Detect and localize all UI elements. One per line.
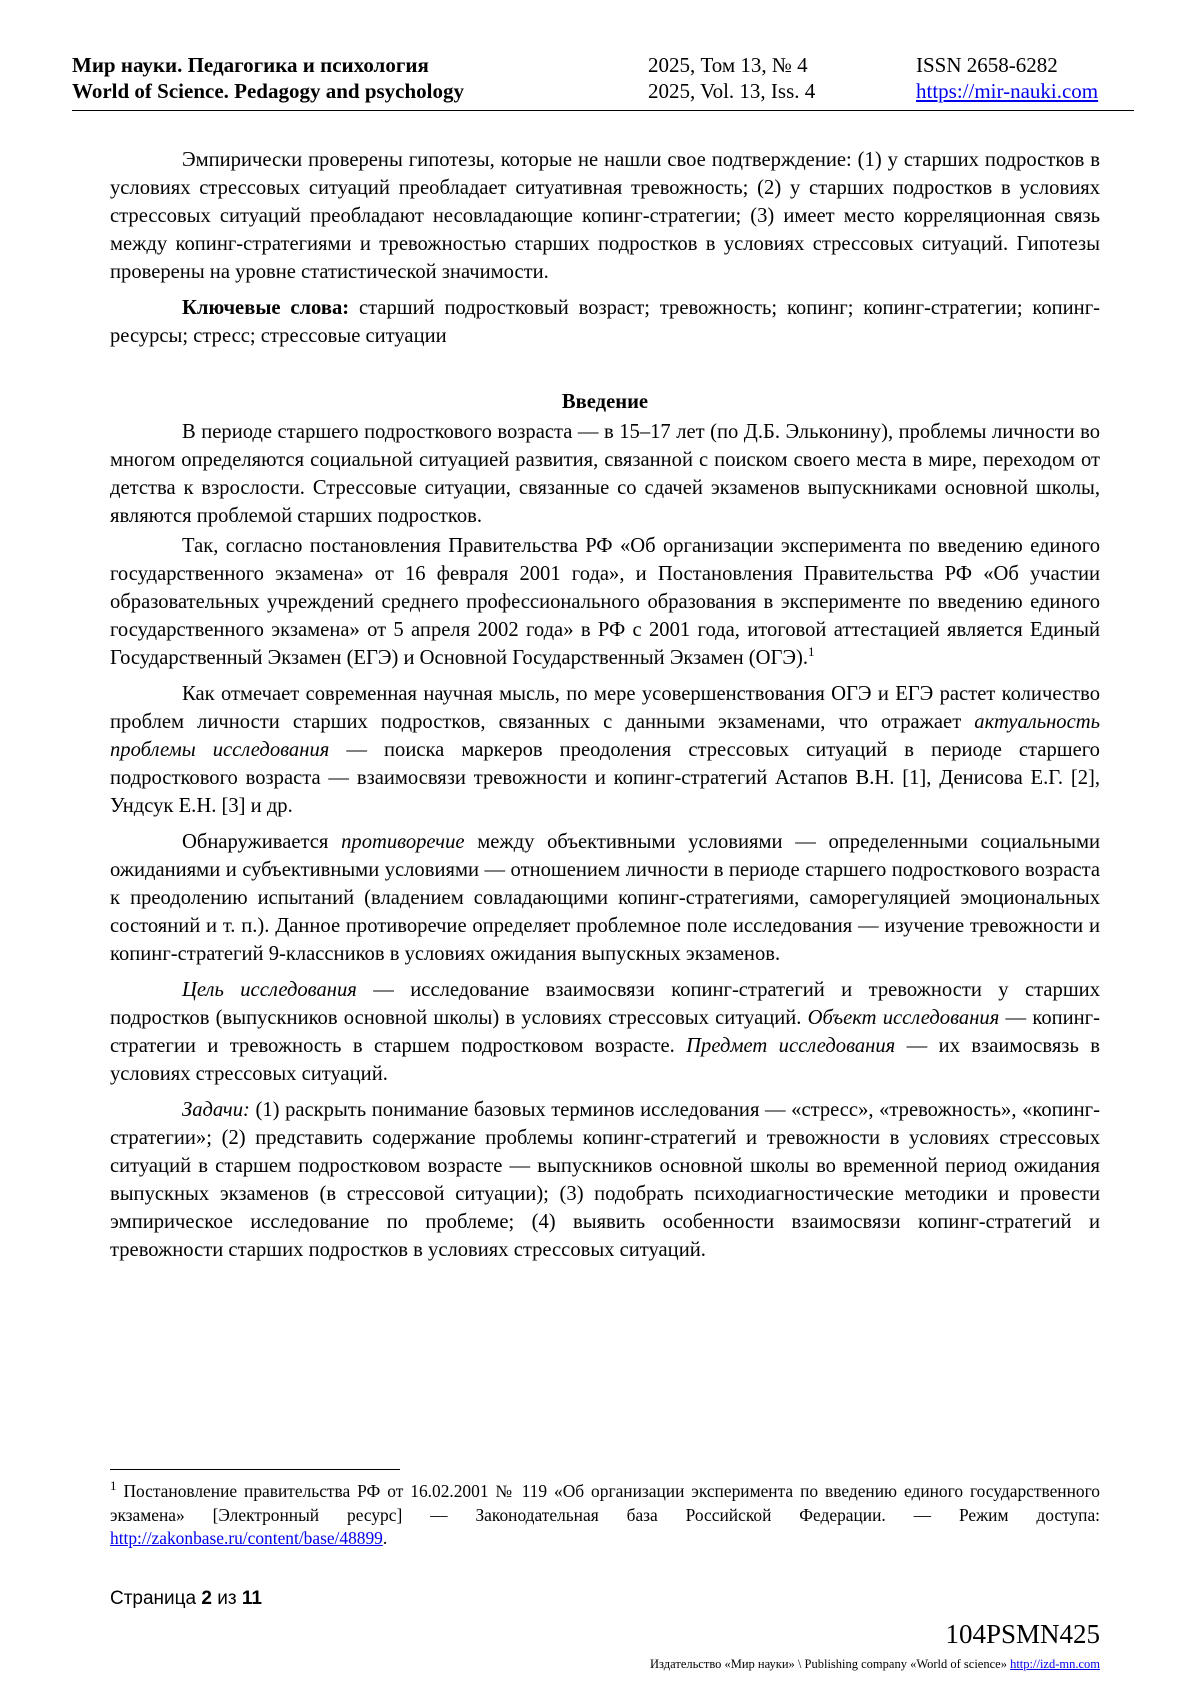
page-label: Страница: [110, 1588, 197, 1609]
publisher-link[interactable]: http://izd-mn.com: [1010, 1657, 1100, 1671]
intro-p4-text-b: между объективными условиями — определенными социальными ожиданиями и субъективными условиями — отношением личности в периоде старшего подросткового возраста к преодолению испытаний (владением совладающими копинг-стратегиями, саморегуляцией эмоциональных состояний и т. п.). Данное противоречие определяет проблемное поле исследования — изучение тревожности и копинг-стратегий 9-классников в условиях ожидания выпускных экзаменов.: [110, 831, 1100, 965]
page-number: [110, 1588, 262, 1610]
issn: ISSN 2658-6282: [916, 53, 1058, 77]
publisher-line: [650, 1657, 1100, 1672]
journal-title: [72, 52, 464, 104]
intro-paragraph-5: [110, 976, 1100, 1088]
footnote-number: 1: [110, 1478, 117, 1494]
issue-en: 2025, Vol. 13, Iss. 4: [648, 79, 816, 103]
journal-title-en: World of Science. Pedagogy and psychology: [72, 79, 465, 103]
issue-info: [648, 52, 815, 104]
keywords-label: Ключевые слова:: [182, 297, 350, 319]
section-heading-intro: Введение: [561, 391, 649, 413]
keywords-paragraph: [110, 294, 1100, 350]
research-goal-text: — исследование взаимосвязи копинг-стратегий и тревожности у старших подростков (выпускников основной школы) в условиях стрессовых ситуаций.: [110, 979, 1100, 1029]
issue-ru: 2025, Том 13, № 4: [648, 53, 808, 77]
publisher-name: Издательство «Мир науки» \ Publishing company «World of science»: [650, 1657, 1007, 1671]
page-total: 11: [241, 1588, 262, 1609]
journal-site-link[interactable]: https://mir-nauki.com: [916, 79, 1099, 103]
intro-paragraph-1: В периоде старшего подросткового возраста — в 15–17 лет (по Д.Б. Эльконину), проблемы личности во многом определяются социальной ситуацией развития, связанной с поиском своего места в мире, переходом от детства к взрослости. Стрессовые ситуации, связанные со сдачей экзаменов выпускниками основной школы, являются проблемой старших подростков.: [110, 421, 1100, 527]
footnote-divider: [110, 1469, 400, 1470]
intro-p3-text-a: Как отмечает современная научная мысль, по мере усовершенствования ОГЭ и ЕГЭ растет количество проблем личности старших подростков, связанных с данными экзаменами, что отражает: [110, 683, 1100, 733]
intro-paragraph-3: [110, 680, 1100, 820]
intro-p4-text-a: Обнаруживается: [182, 831, 342, 853]
research-goal-label: Цель исследования: [182, 979, 357, 1001]
tasks-text: (1) раскрыть понимание базовых терминов исследования — «стресс», «тревожность», «копинг-стратегии»; (2) представить содержание проблемы копинг-стратегий и тревожности в условиях стрессовых ситуаций в старшем подростковом возрасте — выпускников основной школы во временной период ожидания выпускных экзаменов (в стрессовой ситуации); (3) подобрать психодиагностические методики и провести эмпирическое исследование по проблеме; (4) выявить особенности взаимосвязи копинг-стратегий и тревожности старших подростков в условиях стрессовых ситуаций.: [110, 1099, 1100, 1261]
header-divider: [72, 110, 1134, 111]
intro-paragraph-4: [110, 828, 1100, 968]
research-subject-text: — их взаимосвязь в условиях стрессовых ситуаций.: [110, 1035, 1100, 1085]
intro-p3-emphasis: актуальность проблемы исследования: [110, 711, 1100, 761]
intro-p3-text-b: — поиска маркеров преодоления стрессовых ситуаций в периоде старшего подросткового возраста — взаимосвязи тревожности и копинг-стратегий Астапов В.Н. [1], Денисова Е.Г. [2], Ундсук Е.Н. [3] и др.: [110, 739, 1100, 817]
footnote-end: .: [382, 1528, 388, 1548]
research-object-label: Объект исследования: [807, 1007, 1000, 1029]
article-code: 104PSMN425: [945, 1619, 1100, 1649]
intro-paragraph-2: [110, 532, 1100, 672]
abstract-hypotheses: Эмпирически проверены гипотезы, которые не нашли свое подтверждение: (1) у старших подростков в условиях стрессовых ситуаций преобладает ситуативная тревожность; (2) у старших подростков в условиях стрессовых ситуаций преобладают несовладающие копинг-стратегии; (3) имеет место корреляционная связь между копинг-стратегиями и тревожностью старших подростков в условиях стрессовых ситуаций. Гипотезы проверены на уровне статистической значимости.: [110, 149, 1100, 283]
journal-title-ru: Мир науки. Педагогика и психология: [72, 53, 429, 77]
tasks-label: Задачи:: [182, 1099, 250, 1121]
footnote-text: Постановление правительства РФ от 16.02.2001 № 119 «Об организации эксперимента по введению единого государственного экзамена» [Электронный ресурс] — Законодательная база Российской Федерации. — Режим доступа:: [110, 1481, 1100, 1525]
footnote-link[interactable]: http://zakonbase.ru/content/base/48899: [110, 1528, 383, 1548]
footnote: [110, 1480, 1100, 1551]
keywords-text: старший подростковый возраст; тревожность; копинг; копинг-стратегии; копинг-ресурсы; стресс; стрессовые ситуации: [110, 297, 1100, 347]
issn-block: [916, 52, 1098, 104]
footnote-ref[interactable]: 1: [808, 644, 815, 660]
intro-paragraph-2-text: Так, согласно постановления Правительства РФ «Об организации эксперимента по введению единого государственного экзамена» от 16 февраля 2001 года», и Постановления Правительства РФ «Об участии образовательных учреждений среднего профессионального образования в эксперименте по введению единого государственного экзамена» от 5 апреля 2002 года» в РФ с 2001 года, итоговой аттестацией является Единый Государственный Экзамен (ЕГЭ) и Основной Государственный Экзамен (ОГЭ).: [110, 535, 1100, 669]
research-object-text: — копинг-стратегии и тревожность в старшем подростковом возрасте.: [110, 1007, 1100, 1057]
intro-paragraph-6: [110, 1096, 1100, 1264]
research-subject-label: Предмет исследования: [686, 1035, 896, 1057]
page-of: из: [217, 1588, 237, 1609]
article-body: [110, 146, 1100, 1272]
intro-p4-emphasis: противоречие: [341, 831, 465, 853]
page-current: 2: [201, 1588, 212, 1609]
